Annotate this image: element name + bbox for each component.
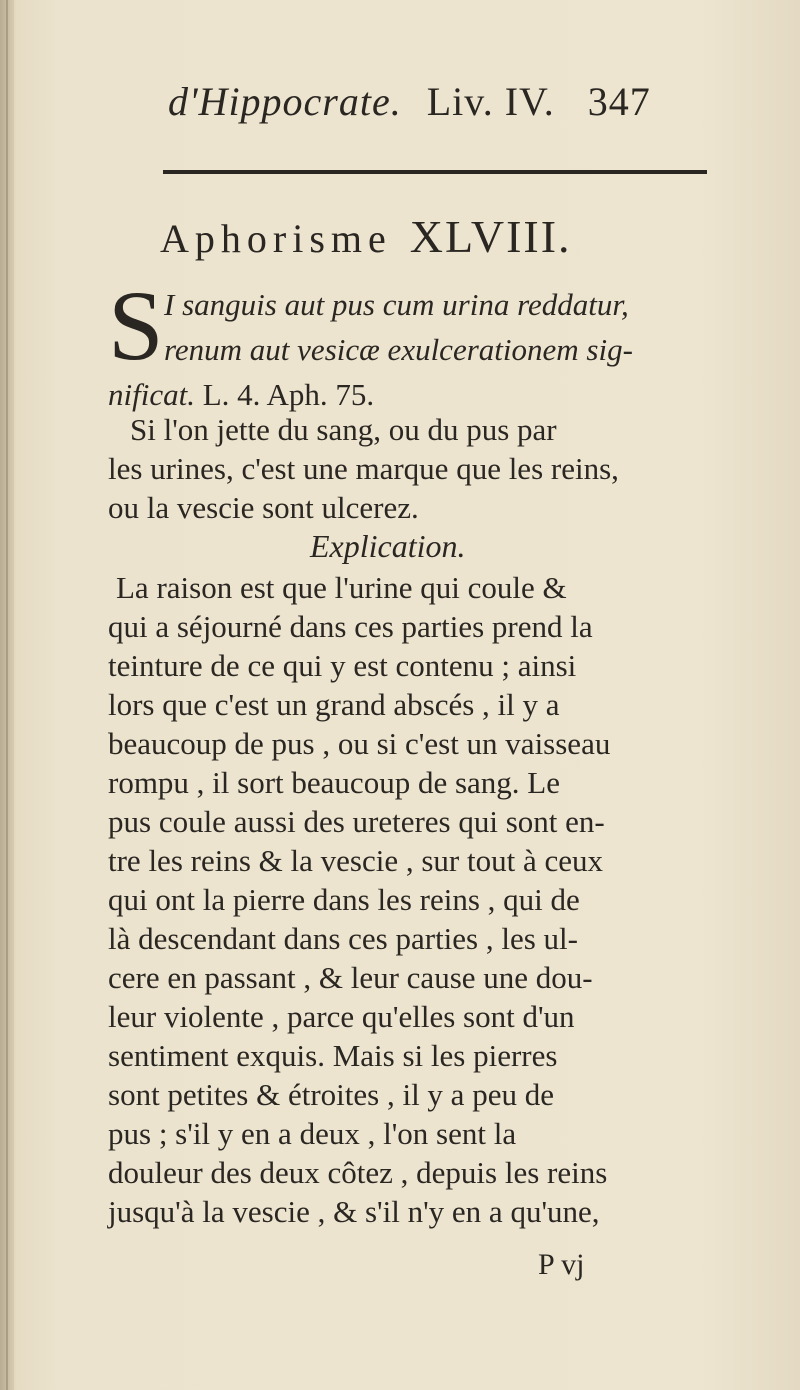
french-translation bbox=[108, 410, 708, 527]
drop-cap: S bbox=[108, 270, 164, 381]
text-line: ou la vescie sont ulcerez. bbox=[108, 490, 419, 525]
text-line: rompu , il sort beaucoup de sang. Le bbox=[108, 765, 560, 800]
latin-aphorism bbox=[108, 270, 708, 417]
page-number: 347 bbox=[587, 79, 651, 124]
text-line: pus ; s'il y en a deux , l'on sent la bbox=[108, 1116, 517, 1151]
text-line: douleur des deux côtez , depuis les reins bbox=[108, 1155, 608, 1190]
explanation-body bbox=[108, 568, 708, 1231]
text-line: pus coule aussi des ureteres qui sont en- bbox=[108, 804, 605, 839]
aphorism-label: Aphorisme bbox=[160, 216, 392, 261]
running-head-book: Liv. IV. bbox=[426, 79, 555, 124]
text-line: qui a séjourné dans ces parties prend la bbox=[108, 609, 593, 644]
text-line: leur violente , parce qu'elles sont d'un bbox=[108, 999, 575, 1034]
text-line: qui ont la pierre dans les reins , qui de bbox=[108, 882, 580, 917]
gutter-edge bbox=[6, 0, 8, 1390]
latin-line: I sanguis aut pus cum urina reddatur, bbox=[164, 287, 629, 322]
text-line: jusqu'à la vescie , & s'il n'y en a qu'une, bbox=[108, 1194, 600, 1229]
text-line: Si l'on jette du sang, ou du pus par bbox=[130, 412, 557, 447]
text-line: cere en passant , & leur cause une dou- bbox=[108, 960, 593, 995]
aphorism-reference: L. 4. Aph. 75. bbox=[202, 377, 375, 412]
text-line: les urines, c'est une marque que les reins, bbox=[108, 451, 619, 486]
text-line: tre les reins & la vescie , sur tout à ceux bbox=[108, 843, 603, 878]
text-line: lors que c'est un grand abscés , il y a bbox=[108, 687, 560, 722]
text-line: sont petites & étroites , il y a peu de bbox=[108, 1077, 554, 1112]
text-line: là descendant dans ces parties , les ul- bbox=[108, 921, 578, 956]
running-head bbox=[168, 78, 708, 130]
header-rule bbox=[163, 170, 707, 174]
text-line: La raison est que l'urine qui coule & bbox=[116, 570, 567, 605]
latin-line: renum aut vesicæ exulcerationem sig- bbox=[164, 332, 633, 367]
text-line: sentiment exquis. Mais si les pierres bbox=[108, 1038, 558, 1073]
text-line: beaucoup de pus , ou si c'est un vaisseau bbox=[108, 726, 611, 761]
aphorism-heading bbox=[160, 210, 700, 263]
explication-heading: Explication. bbox=[310, 528, 466, 564]
aphorism-number: XLVIII. bbox=[409, 211, 572, 262]
latin-line: nificat. bbox=[108, 377, 195, 412]
running-head-title: d'Hippocrate. bbox=[168, 79, 402, 124]
catchword: P vj bbox=[538, 1248, 585, 1281]
text-line: teinture de ce qui y est contenu ; ainsi bbox=[108, 648, 577, 683]
